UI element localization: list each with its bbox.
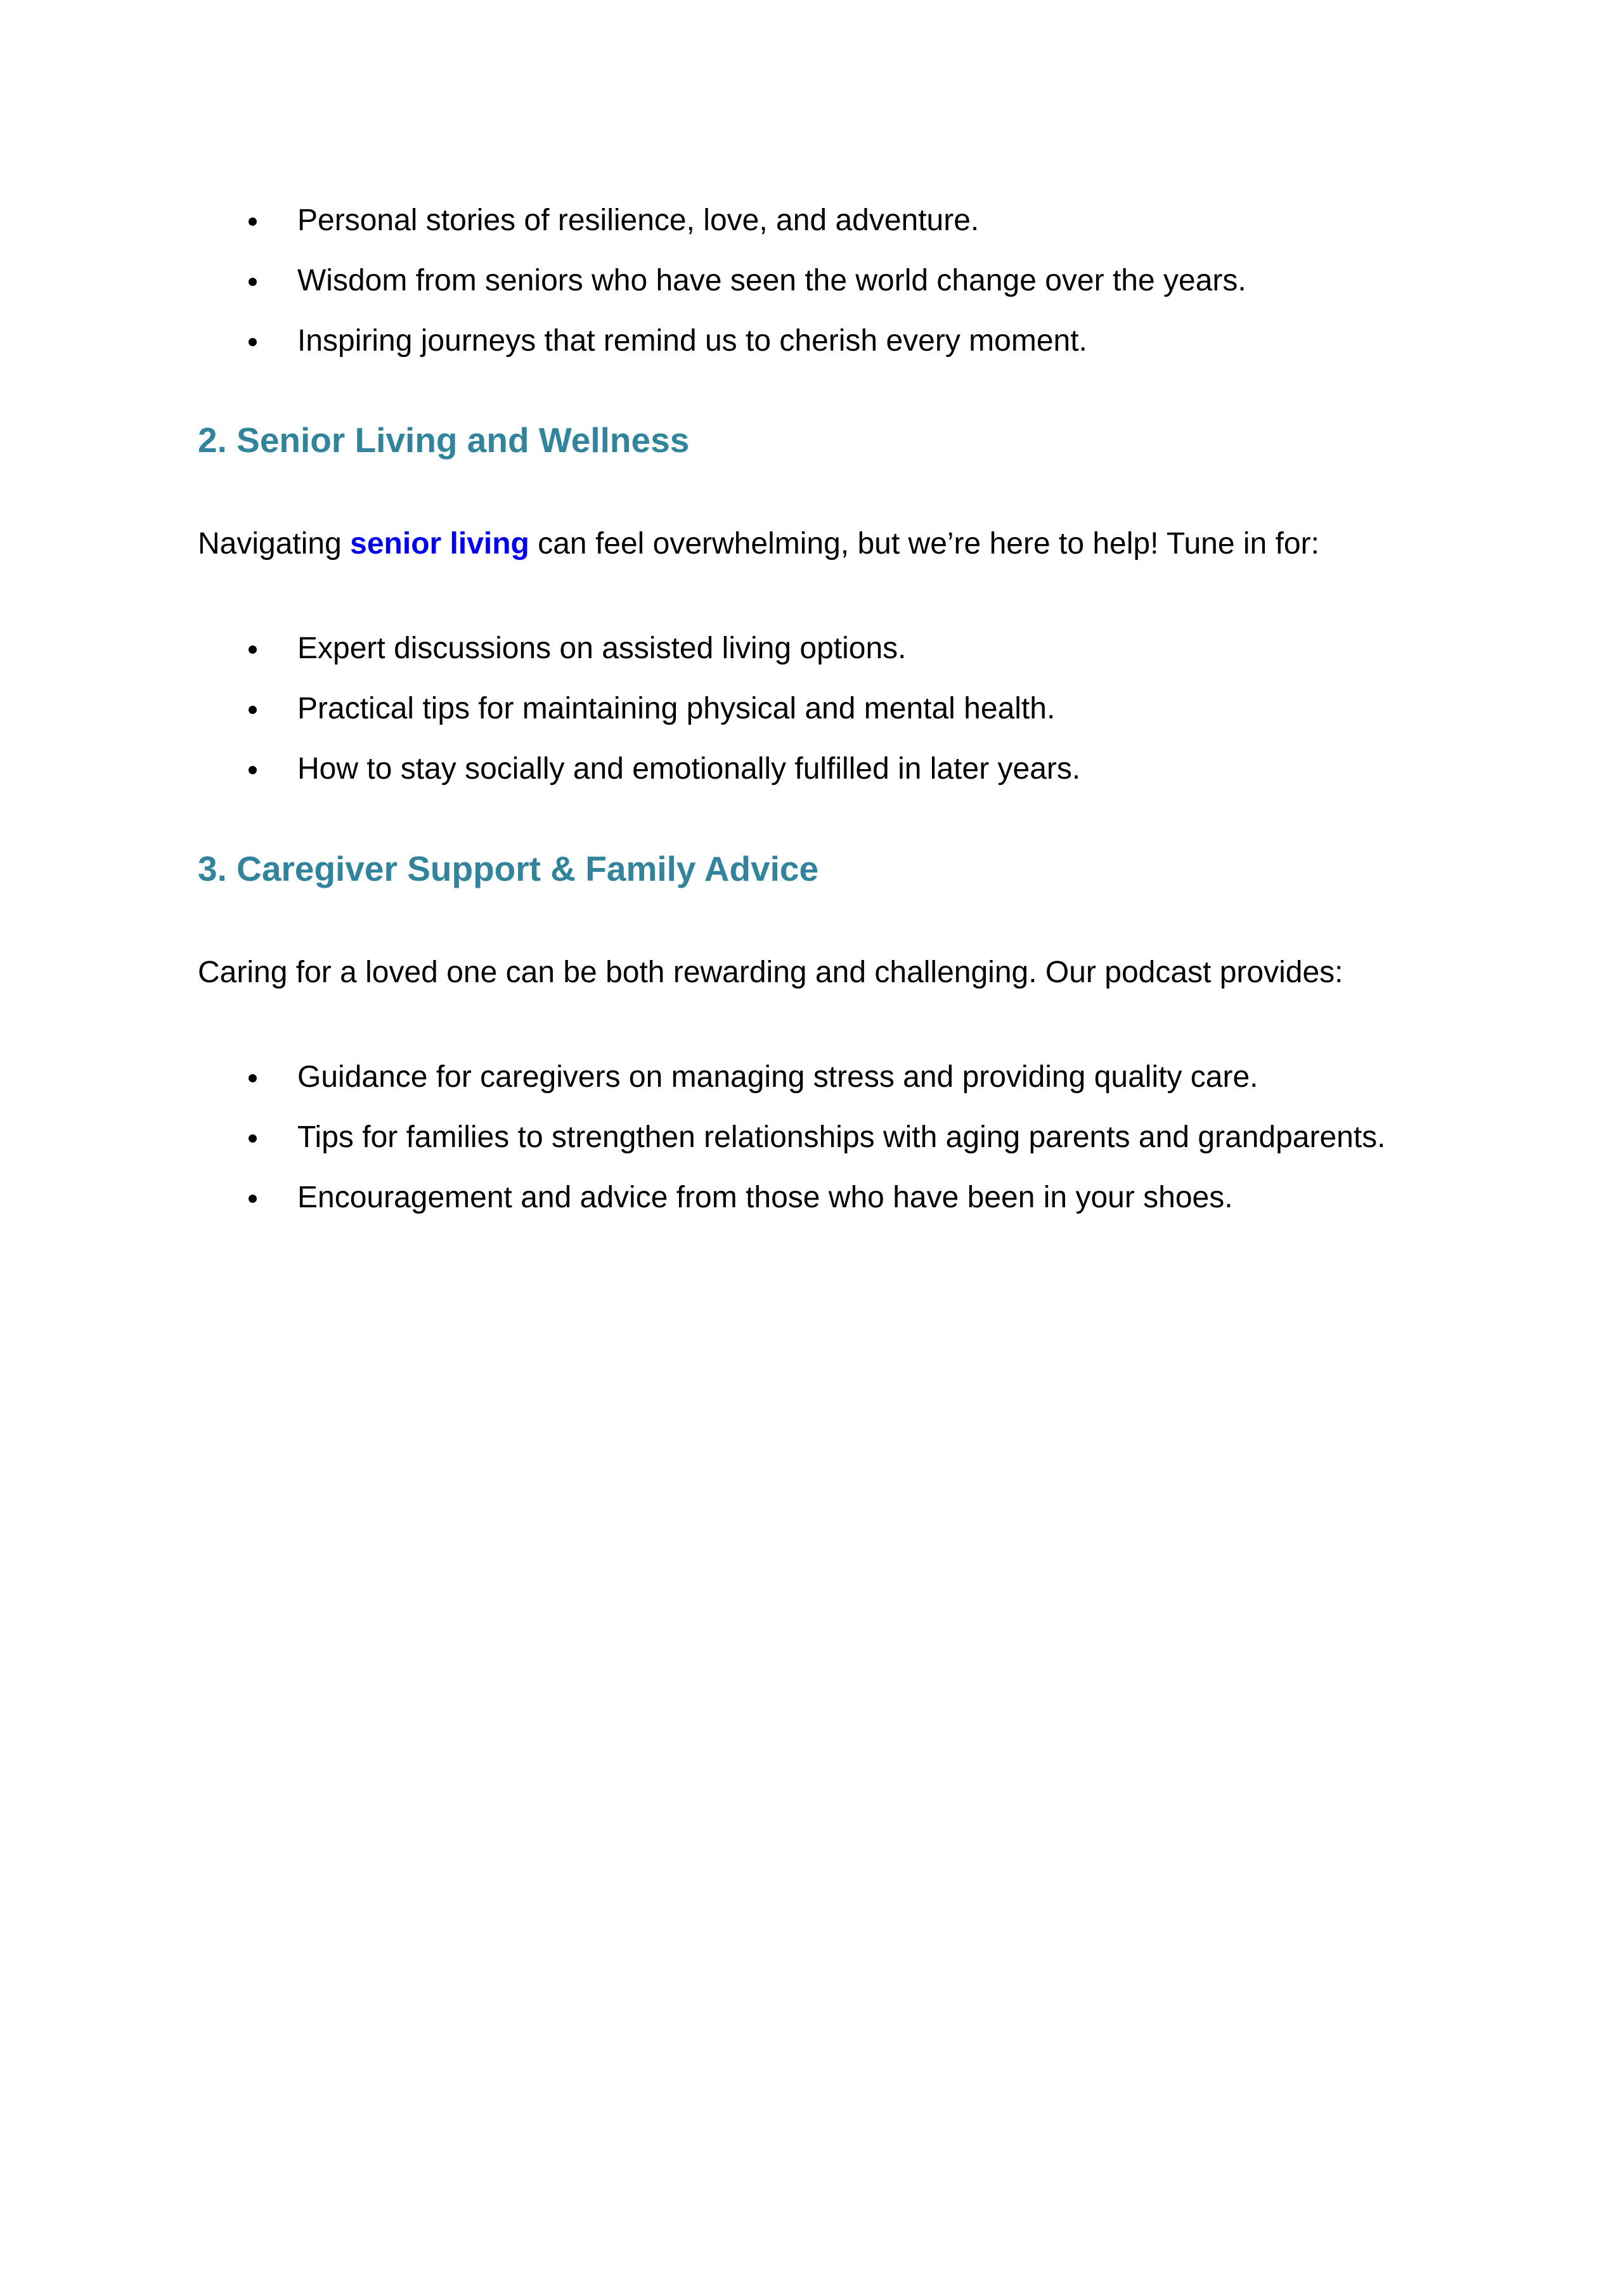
list-item-text: Tips for families to strengthen relationships with aging parents and grandparents. — [297, 1120, 1386, 1154]
list-item — [198, 1167, 1386, 1228]
list-item-text: Inspiring journeys that remind us to cherish every moment. — [297, 324, 1087, 358]
list-item — [198, 678, 1080, 739]
list-item-text: Personal stories of resilience, love, and adventure. — [297, 204, 980, 237]
senior-living-topics-list — [198, 618, 1080, 799]
bullet-icon — [249, 1074, 257, 1082]
list-item — [198, 1107, 1386, 1167]
bullet-icon — [249, 278, 257, 286]
list-item — [198, 250, 1246, 311]
bullet-icon — [249, 1134, 257, 1143]
list-item-text: Encouragement and advice from those who have been in your shoes. — [297, 1181, 1233, 1214]
list-item — [198, 311, 1246, 371]
section-heading-senior-living: 2. Senior Living and Wellness — [198, 420, 690, 460]
bullet-icon — [249, 217, 257, 226]
bullet-icon — [249, 706, 257, 714]
senior-living-link[interactable]: senior living — [350, 527, 529, 561]
senior-living-intro-paragraph — [198, 526, 1319, 561]
list-item-text: Practical tips for maintaining physical and mental health. — [297, 692, 1056, 725]
paragraph-text-after-link: can feel overwhelming, but we’re here to help! Tune in for: — [529, 527, 1319, 561]
story-topics-list — [198, 190, 1246, 371]
list-item — [198, 739, 1080, 799]
bullet-icon — [249, 766, 257, 774]
caregiver-topics-list — [198, 1047, 1386, 1228]
section-heading-caregiver-support: 3. Caregiver Support & Family Advice — [198, 849, 819, 888]
bullet-icon — [249, 338, 257, 346]
list-item-text: How to stay socially and emotionally fulfilled in later years. — [297, 752, 1081, 786]
list-item — [198, 1047, 1386, 1107]
list-item-text: Expert discussions on assisted living options. — [297, 632, 907, 665]
list-item — [198, 618, 1080, 678]
list-item-text: Guidance for caregivers on managing stress and providing quality care. — [297, 1060, 1258, 1094]
paragraph-text-before-link: Navigating — [198, 527, 351, 561]
bullet-icon — [249, 645, 257, 654]
bullet-icon — [249, 1195, 257, 1203]
caregiver-intro-paragraph: Caring for a loved one can be both rewarding and challenging. Our podcast provides: — [198, 956, 1343, 989]
list-item — [198, 190, 1246, 250]
list-item-text: Wisdom from seniors who have seen the world change over the years. — [297, 264, 1246, 297]
